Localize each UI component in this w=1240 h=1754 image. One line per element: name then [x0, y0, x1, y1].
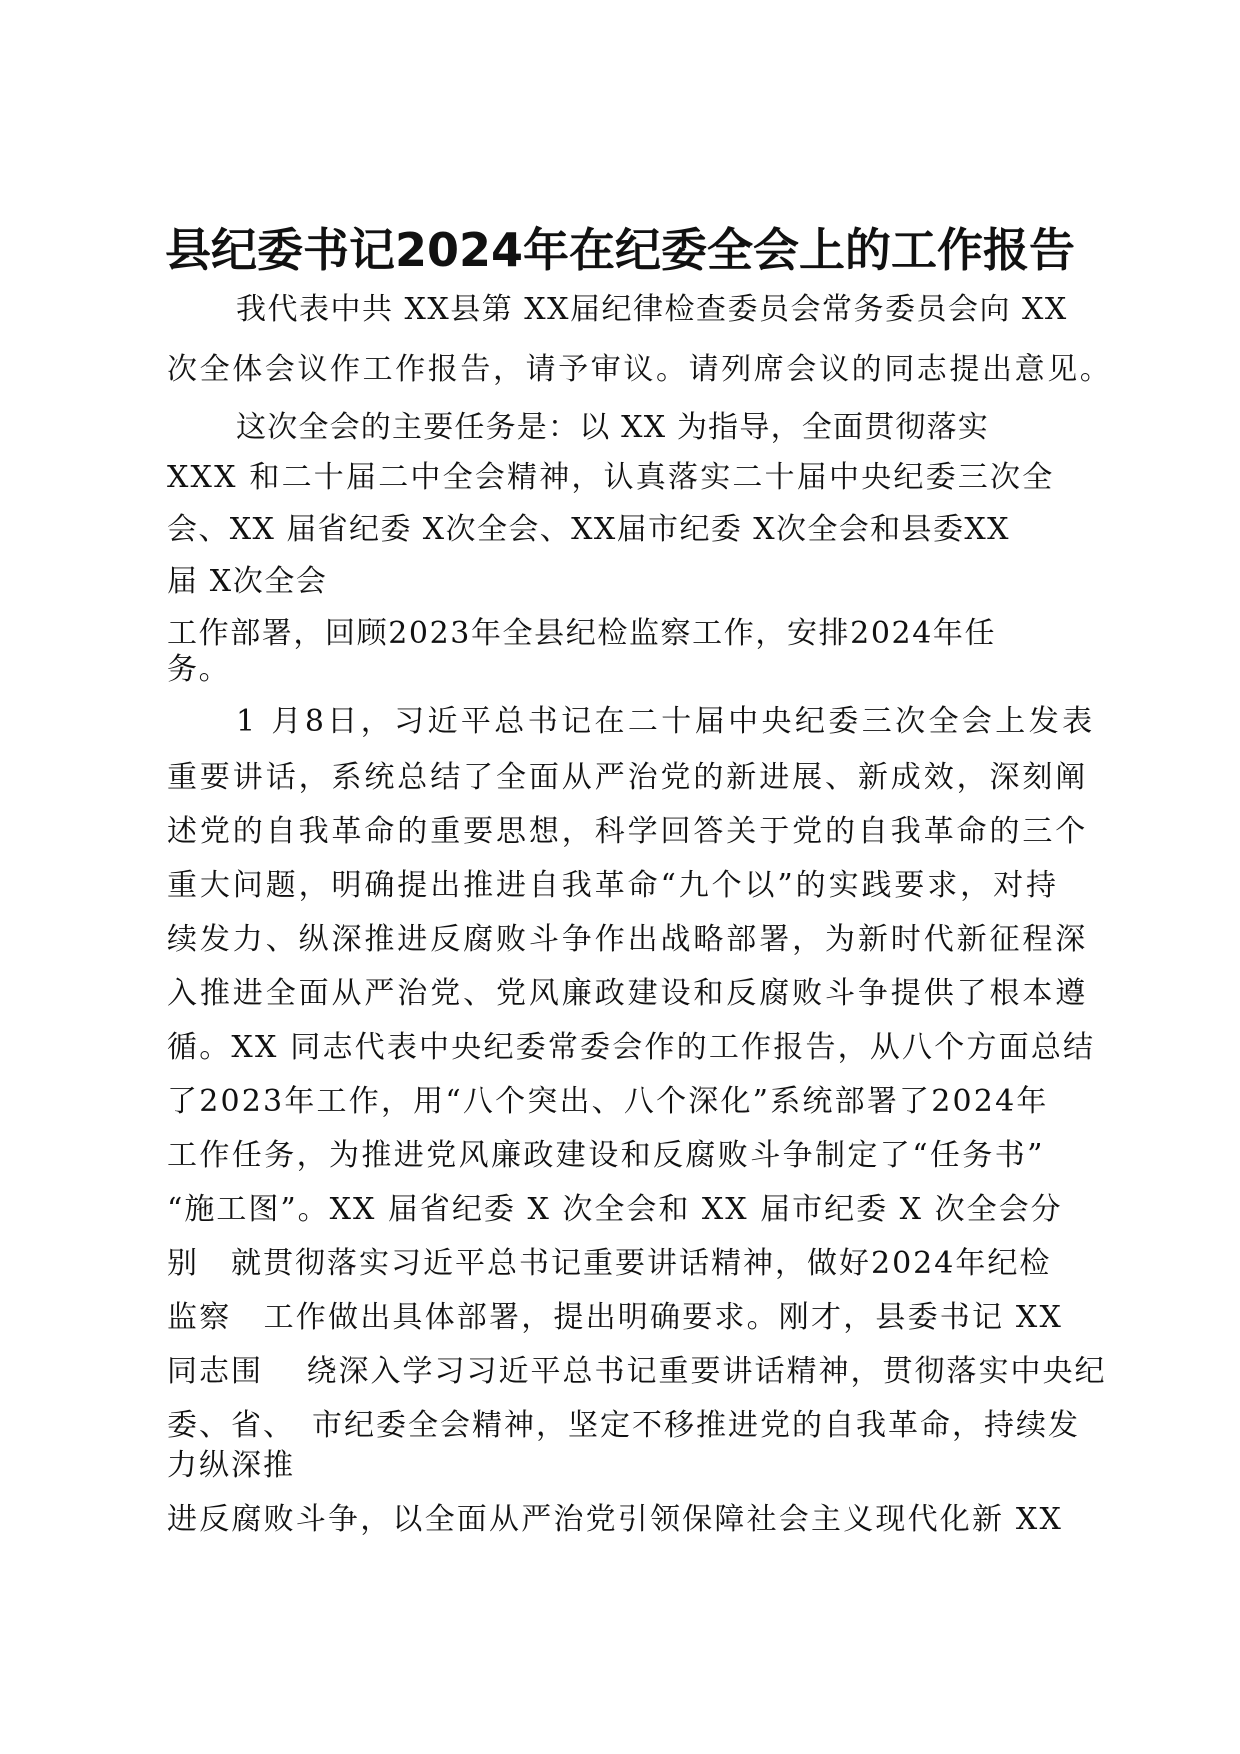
paragraph-line: 这次全会的主要任务是：以 XX 为指导，全面贯彻落实: [236, 410, 989, 445]
paragraph-line: “施工图”。XX 届省纪委 X 次全会和 XX 届市纪委 X 次全会分: [167, 1192, 1063, 1227]
paragraph-line: 委、省、 市纪委全会精神，坚定不移推进党的自我革命，持续发: [167, 1408, 1080, 1443]
paragraph-line: 届 X次全会: [167, 564, 328, 599]
paragraph-line: 进反腐败斗争，以全面从严治党引领保障社会主义现代化新 XX: [167, 1502, 1064, 1537]
paragraph-line: 我代表中共 XX县第 XX届纪律检查委员会常务委员会向 XX: [236, 292, 1068, 327]
paragraph-line: 入推进全面从严治党、党风廉政建设和反腐败斗争提供了根本遵: [167, 976, 1089, 1011]
paragraph-line: 务。: [167, 652, 231, 687]
paragraph-line: XXX 和二十届二中全会精神，认真落实二十届中央纪委三次全: [167, 460, 1055, 495]
paragraph-line: 监察 工作做出具体部署，提出明确要求。刚才，县委书记 XX: [167, 1300, 1064, 1335]
paragraph-line: 别 就贯彻落实习近平总书记重要讲话精神，做好2024年纪检: [167, 1246, 1052, 1281]
paragraph-line: 续发力、纵深推进反腐败斗争作出战略部署，为新时代新征程深: [167, 922, 1089, 957]
paragraph-line: 同志围 绕深入学习习近平总书记重要讲话精神，贯彻落实中央纪: [167, 1354, 1107, 1389]
paragraph-line: 力纵深推: [167, 1448, 295, 1483]
paragraph-line: 工作任务，为推进党风廉政建设和反腐败斗争制定了“任务书”: [167, 1138, 1045, 1173]
paragraph-line: 了2023年工作，用“八个突出、八个深化”系统部署了2024年: [167, 1084, 1049, 1119]
paragraph-line: 会、XX 届省纪委 X次全会、XX届市纪委 X次全会和县委XX: [167, 512, 1010, 547]
paragraph-line: 重大问题，明确提出推进自我革命“九个以”的实践要求，对持: [167, 868, 1059, 903]
paragraph-line: 1 月8日，习近平总书记在二十届中央纪委三次全会上发表: [236, 704, 1096, 739]
paragraph-line: 工作部署，回顾2023年全县纪检监察工作，安排2024年任: [167, 616, 997, 651]
paragraph-line: 重要讲话，系统总结了全面从严治党的新进展、新成效，深刻阐: [167, 760, 1089, 795]
paragraph-line: 循。XX 同志代表中央纪委常委会作的工作报告，从八个方面总结: [167, 1030, 1096, 1065]
paragraph-line: 次全体会议作工作报告，请予审议。请列席会议的同志提出意见。: [167, 352, 1113, 387]
document-title: 县纪委书记2024年在纪委全会上的工作报告: [164, 223, 1076, 277]
paragraph-line: 述党的自我革命的重要思想，科学回答关于党的自我革命的三个: [167, 814, 1089, 849]
